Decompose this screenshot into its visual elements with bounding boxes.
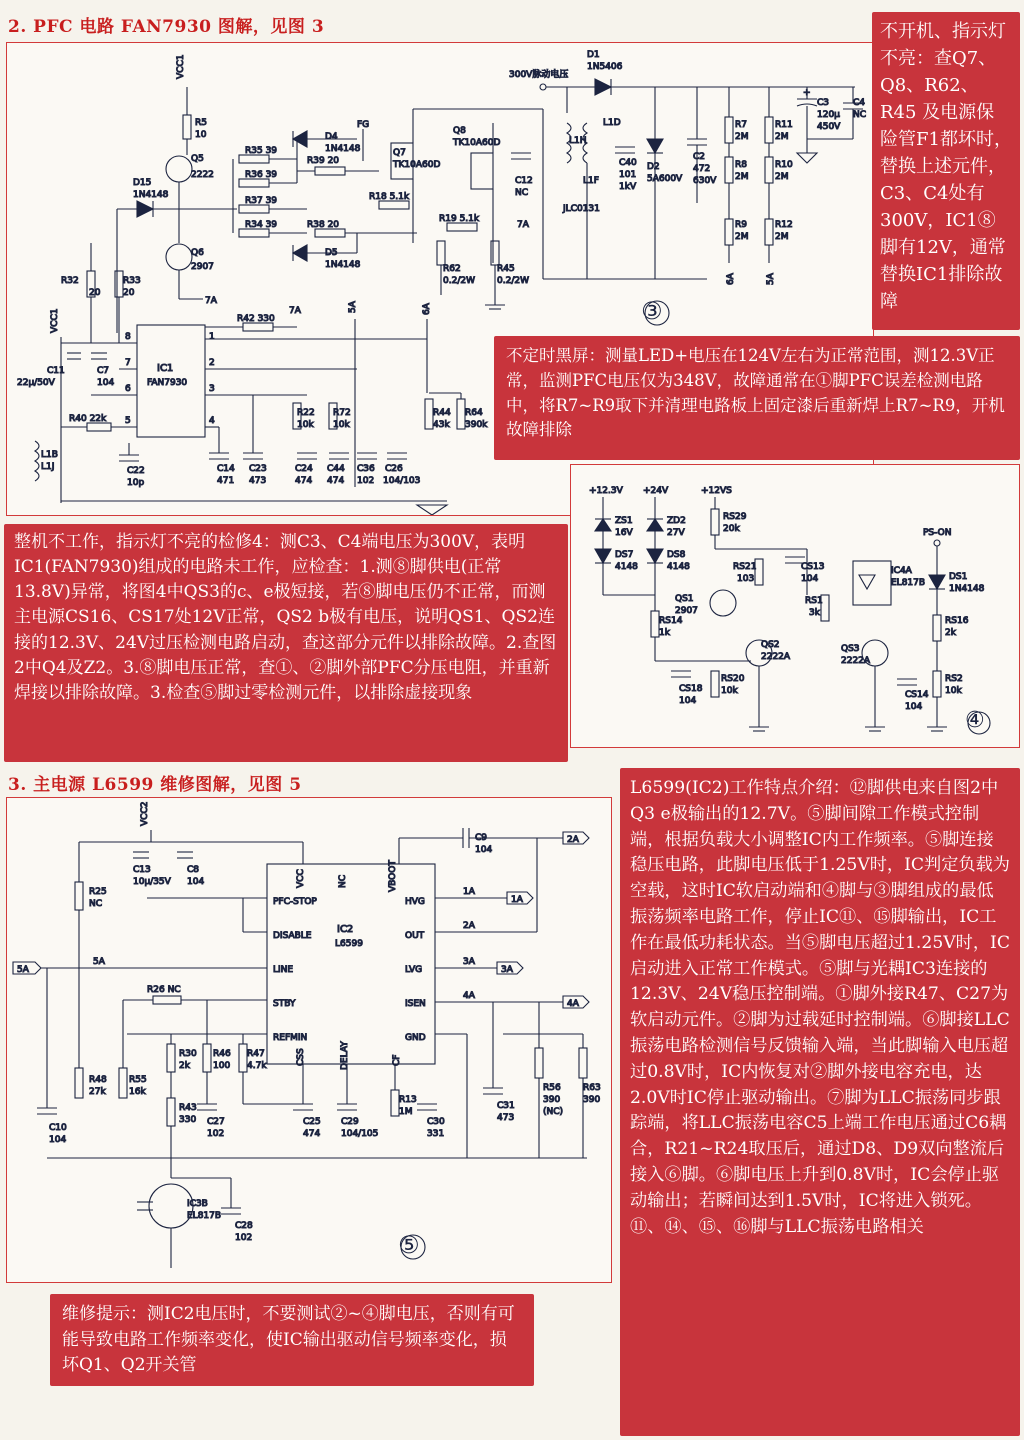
fig3-pin3: 3 bbox=[209, 384, 215, 394]
fig3-c14: C14 bbox=[217, 464, 235, 474]
fig3-r33-value: 20 bbox=[123, 288, 135, 298]
fig3-r32-value: 20 bbox=[89, 288, 101, 298]
fig5-pin-line: LINE bbox=[273, 965, 294, 975]
fig3-c14-value: 471 bbox=[217, 476, 235, 486]
fig3-r22: R22 bbox=[297, 408, 315, 418]
fig4-rs2-value: 10k bbox=[945, 686, 962, 696]
fig3-r45: R45 bbox=[497, 264, 515, 274]
note-no-power-text: 不开机、指示灯不亮：查Q7、Q8、R62、R45 及电源保险管F1都坏时，替换上述元件，C3、C4处有300V，IC1⑧脚有12V，通常替换IC1排除故障 bbox=[880, 21, 1012, 312]
fig5-vcc2: VCC2 bbox=[140, 801, 150, 826]
fig4-zs1: ZS1 bbox=[615, 516, 633, 526]
fig5-c8: C8 bbox=[187, 865, 200, 875]
fig5-c30-value: 331 bbox=[427, 1129, 445, 1139]
fig4-zd2-value: 27V bbox=[667, 528, 685, 538]
fig3-l1j: L1J bbox=[41, 462, 55, 472]
fig3-vcc1-2: VCC1 bbox=[50, 308, 60, 333]
fig4-v12: +12.3V bbox=[589, 486, 623, 496]
fig5-r47-value: 4.7k bbox=[247, 1061, 267, 1071]
fig5-c13-value: 10μ/35V bbox=[133, 877, 171, 887]
fig5-pin-lvg: LVG bbox=[405, 965, 423, 975]
fig3-q5-value: 2222 bbox=[191, 170, 214, 180]
fig5-c27: C27 bbox=[207, 1117, 225, 1127]
fig3-d5-value: 1N4148 bbox=[325, 260, 361, 270]
fig3-r9: R9 bbox=[735, 220, 747, 230]
fig3-c7-value: 104 bbox=[97, 378, 115, 388]
fig3-q6: Q6 bbox=[191, 248, 204, 258]
fig3-c26: C26 bbox=[385, 464, 403, 474]
fig5-pin-css: CSS bbox=[296, 1048, 306, 1066]
fig3-l1f: L1F bbox=[583, 176, 599, 186]
fig5-4a-net: 4A bbox=[463, 991, 475, 1001]
fig5-pin-hvg: HVG bbox=[405, 897, 425, 907]
fig3-c40-value: 101 bbox=[619, 170, 637, 180]
fig5-2a-out: 2A bbox=[567, 835, 579, 845]
fig3-c12: C12 bbox=[515, 176, 533, 186]
fig3-r5: R5 bbox=[195, 118, 207, 128]
fig5-ic2-value: L6599 bbox=[335, 939, 363, 949]
l6599-section-title: 3. 主电源 L6599 维修图解，见图 5 bbox=[8, 775, 302, 795]
fig3-net-7a-1: 7A bbox=[205, 296, 217, 306]
fig4-rs1: RS1 bbox=[805, 596, 823, 606]
fig3-c40-rating: 1kV bbox=[619, 182, 637, 192]
fig3-l1d: L1D bbox=[603, 118, 621, 128]
fig4-ds7: DS7 bbox=[615, 550, 634, 560]
note-repair-4-text: 整机不工作，指示灯不亮的检修4：测C3、C4端电压为300V，表明IC1(FAN7930)组成的电路未工作，应检查：1.测⑧脚供电(正常13.8V)异常，将图4中QS3的c、e极短接，若⑧脚电压仍不正常，而测主电源CS16、CS17处12V正常，QS2 b极有电压，说明QS1、QS2连接的12.3V、24V过压检测电路启动，查这部分元件以排除故障。2.查图2中Q4及Z2。3.⑧脚电压正常，查①、②脚外部PFC分压电阻，并重新焊接以排除故障。3.检查⑤脚过零检测元件，以排除虚接现象 bbox=[14, 532, 557, 703]
fig5-r30: R30 bbox=[179, 1049, 197, 1059]
fig3-r19: R19 5.1k bbox=[439, 214, 480, 224]
fig3-r36: R36 39 bbox=[245, 170, 278, 180]
fig5-c9: C9 bbox=[475, 833, 488, 843]
fig5-pin-gnd: GND bbox=[405, 1033, 426, 1043]
fig5-r47: R47 bbox=[247, 1049, 265, 1059]
fig4-rs21-value: 103 bbox=[737, 574, 755, 584]
fig5-pin-pfc-stop: PFC-STOP bbox=[273, 897, 317, 907]
fig4-cs18-value: 104 bbox=[679, 696, 697, 706]
fig3-q8: Q8 bbox=[453, 126, 466, 136]
fig3-r34: R34 39 bbox=[245, 220, 278, 230]
fig5-pin-nc: NC bbox=[338, 874, 348, 888]
note-repair-tip-text: 维修提示：测IC2电压时，不要测试②~④脚电压，否则有可能导致电路工作频率变化，使IC输出驱动信号频率变化，损坏Q1、Q2开关管 bbox=[62, 1304, 515, 1375]
fig3-c44-value: 474 bbox=[327, 476, 345, 486]
fig3-pin5: 5 bbox=[125, 416, 131, 426]
fig3-c23-value: 473 bbox=[249, 476, 267, 486]
fig5-r63-value: 390 bbox=[583, 1095, 601, 1105]
fig3-c11: C11 bbox=[47, 366, 65, 376]
fig5-r46: R46 bbox=[213, 1049, 231, 1059]
fig5-number-label: ⑤ bbox=[398, 1231, 420, 1259]
fig5-c28: C28 bbox=[235, 1221, 253, 1231]
fig5-3a-net: 3A bbox=[463, 957, 475, 967]
fig3-c11-value: 22μ/50V bbox=[17, 378, 55, 388]
fig3-l1b: L1B bbox=[41, 450, 58, 460]
fig3-r7: R7 bbox=[735, 120, 747, 130]
fig3-r45-value: 0.2/2W bbox=[497, 276, 529, 286]
fig5-1a-out: 1A bbox=[511, 895, 523, 905]
fig4-ds1-value: 1N4148 bbox=[949, 584, 985, 594]
fig5-c29-value: 104/105 bbox=[341, 1129, 379, 1139]
fig3-number-label: ③ bbox=[641, 297, 663, 325]
fig5-pin-vcc: VCC bbox=[296, 869, 306, 888]
fig4-cs13-value: 104 bbox=[801, 574, 819, 584]
fig5-r13-value: 1M bbox=[399, 1107, 413, 1117]
fig5-ic3b-value: EL817B bbox=[187, 1211, 222, 1221]
fig4-ic4a-value: EL817B bbox=[891, 578, 926, 588]
fig5-c10-value: 104 bbox=[49, 1135, 67, 1145]
fig5-pin-out: OUT bbox=[405, 931, 425, 941]
note-black-screen-text: 不定时黑屏：测量LED+电压在124V左右为正常范围，测12.3V正常，监测PFC电压仅为348V，故障通常在①脚PFC误差检测电路中，将R7~R9取下并清理电路板上固定漆后重新焊上R7~R9，开机故障排除 bbox=[506, 346, 1005, 440]
fig3-q6-value: 2907 bbox=[191, 262, 214, 272]
fig3-ic1: IC1 bbox=[157, 363, 174, 374]
fig3-300v-label: 300V脉动电压 bbox=[509, 70, 569, 80]
fig3-d2-value: 5A600V bbox=[647, 174, 683, 184]
fig3-r37: R37 39 bbox=[245, 196, 278, 206]
fig4-v12s: +12VS bbox=[701, 486, 732, 496]
fig3-r62-value: 0.2/2W bbox=[443, 276, 475, 286]
note-repair-4 bbox=[4, 524, 568, 762]
fig5-c25: C25 bbox=[303, 1117, 321, 1127]
fig3-r10-value: 2M bbox=[775, 172, 789, 182]
fig5-r48: R48 bbox=[89, 1075, 107, 1085]
note-l6599-intro-text: L6599(IC2)工作特点介绍：⑫脚供电来自图2中Q3 e极输出的12.7V。⑤脚间隙工作模式控制端，根据负载大小调整IC内工作频率。⑤脚连接稳压电路，此脚电压低于1.25V时，IC判定负载为空载，这时IC软启动端和④脚与③脚组成的最低振荡频率电路工作，停止IC⑪、⑮脚输出，IC工作在最低功耗状态。当⑤脚电压超过1.25V时，IC启动进入正常工作模式。⑤脚与光耦IC3连接的12.3V、24V稳压控制端。①脚外接R47、C27为软启动元件。②脚为过载延时控制端。⑥脚接LLC振荡电路检测信号反馈输入端，当此脚输入电压超过0.8V时，IC内恢复对②脚外接电容充电，达2.0V时IC停止驱动输出。⑦脚为LLC振荡同步跟踪端，将LLC振荡电容C5上端工作电压通过C6耦合，R21~R24取压后，通过D8、D9双向整流后接入⑥脚。⑥脚电压上升到0.8V时，IC会停止驱动输出；若瞬间达到1.5V时，IC将进入锁死。⑪、⑭、⑮、⑯脚与LLC振荡电路相关 bbox=[630, 778, 1010, 1237]
fig4-rs20-value: 10k bbox=[721, 686, 738, 696]
fig3-r44-value: 43k bbox=[433, 420, 450, 430]
fig3-r72: R72 bbox=[333, 408, 351, 418]
fig3-r35: R35 39 bbox=[245, 146, 278, 156]
fig3-pin7: 7 bbox=[125, 358, 131, 368]
fig3-d1-value: 1N5406 bbox=[587, 62, 623, 72]
fig3-c3: C3 bbox=[817, 98, 830, 108]
fig3-q5: Q5 bbox=[191, 154, 204, 164]
fig3-pin1: 1 bbox=[209, 332, 215, 342]
fig5-c13: C13 bbox=[133, 865, 151, 875]
fig5-pin-refmin: REFMIN bbox=[273, 1033, 308, 1043]
fig4-ds8: DS8 bbox=[667, 550, 686, 560]
fig4-schematic bbox=[570, 464, 1020, 748]
fig3-r38: R38 20 bbox=[307, 220, 340, 230]
fig3-c12-value: NC bbox=[515, 188, 529, 198]
fig4-cs14: CS14 bbox=[905, 690, 929, 700]
fig4-ds8-value: 4148 bbox=[667, 562, 690, 572]
fig3-jlc: JLC0131 bbox=[563, 204, 600, 214]
fig3-r11: R11 bbox=[775, 120, 793, 130]
fig4-rs21: RS21 bbox=[733, 562, 757, 572]
fig3-r8-value: 2M bbox=[735, 172, 749, 182]
fig5-pin-delay: DELAY bbox=[340, 1041, 350, 1070]
fig3-r8: R8 bbox=[735, 160, 747, 170]
fig5-pin-vboot: VBOOT bbox=[388, 860, 398, 892]
fig5-c28-value: 102 bbox=[235, 1233, 253, 1243]
fig3-net-6a: 6A bbox=[726, 273, 736, 285]
fig3-r9-value: 2M bbox=[735, 232, 749, 242]
fig4-rs14-value: 1k bbox=[659, 628, 670, 638]
fig4-ds7-value: 4148 bbox=[615, 562, 638, 572]
fig3-vcc1: VCC1 bbox=[176, 54, 186, 79]
fig3-r32: R32 bbox=[61, 276, 79, 286]
fig3-r72-value: 10k bbox=[333, 420, 350, 430]
fig3-r5-value: 10 bbox=[195, 130, 207, 140]
fig3-d2: D2 bbox=[647, 162, 660, 172]
fig3-d4: D4 bbox=[325, 132, 338, 142]
fig3-c4-value: NC bbox=[853, 110, 867, 120]
fig3-c26-value: 104/103 bbox=[383, 476, 421, 486]
fig3-c2-value: 472 bbox=[693, 164, 711, 174]
fig3-l1h: L1H bbox=[569, 136, 587, 146]
fig4-qs1-value: 2907 bbox=[675, 606, 698, 616]
fig5-c30: C30 bbox=[427, 1117, 445, 1127]
pfc-section-title: 2. PFC 电路 FAN7930 图解，见图 3 bbox=[8, 17, 325, 37]
fig5-4a-out: 4A bbox=[567, 999, 579, 1009]
fig3-r40: R40 22k bbox=[69, 414, 107, 424]
fig5-c8-value: 104 bbox=[187, 877, 205, 887]
fig5-r43: R43 bbox=[179, 1103, 197, 1113]
fig4-cs14-value: 104 bbox=[905, 702, 923, 712]
fig3-net-6a-2: 6A bbox=[422, 303, 432, 315]
fig3-r12-value: 2M bbox=[775, 232, 789, 242]
fig3-c23: C23 bbox=[249, 464, 267, 474]
fig5-r56: R56 bbox=[543, 1083, 561, 1093]
fig3-pin2: 2 bbox=[209, 358, 215, 368]
fig5-5a-input: 5A bbox=[17, 965, 29, 975]
fig3-c40: C40 bbox=[619, 158, 637, 168]
fig3-r18: R18 5.1k bbox=[369, 192, 410, 202]
fig5-r25-value: NC bbox=[89, 899, 103, 909]
fig5-r26: R26 NC bbox=[147, 985, 181, 995]
fig3-c24: C24 bbox=[295, 464, 313, 474]
fig3-r39: R39 20 bbox=[307, 156, 340, 166]
fig5-ic3b: IC3B bbox=[187, 1199, 208, 1209]
fig5-c25-value: 474 bbox=[303, 1129, 321, 1139]
fig5-r13: R13 bbox=[399, 1095, 417, 1105]
note-black-screen bbox=[494, 336, 1020, 460]
fig3-q8-value: TK10A60D bbox=[453, 138, 501, 148]
fig4-rs1-value: 3k bbox=[809, 608, 820, 618]
fig3-r11-value: 2M bbox=[775, 132, 789, 142]
fig4-ds1: DS1 bbox=[949, 572, 968, 582]
fig4-qs2: QS2 bbox=[761, 640, 780, 650]
fig4-qs1: QS1 bbox=[675, 594, 694, 604]
fig3-pin6: 6 bbox=[125, 384, 131, 394]
fig4-qs3: QS3 bbox=[841, 644, 860, 654]
fig4-rs16: RS16 bbox=[945, 616, 969, 626]
fig4-zd2: ZD2 bbox=[667, 516, 686, 526]
fig4-cs13: CS13 bbox=[801, 562, 825, 572]
fig4-ic4a: IC4A bbox=[891, 566, 912, 576]
fig5-r63: R63 bbox=[583, 1083, 601, 1093]
fig5-r55: R55 bbox=[129, 1075, 147, 1085]
fig5-pin-stby: STBY bbox=[273, 999, 296, 1009]
fig3-q7: Q7 bbox=[393, 148, 406, 158]
fig3-c22: C22 bbox=[127, 466, 145, 476]
fig3-d15: D15 bbox=[133, 178, 152, 188]
fig3-c3-plus: + bbox=[803, 88, 811, 98]
note-repair-tip bbox=[50, 1294, 534, 1386]
fig3-ic1-value: FAN7930 bbox=[147, 378, 188, 388]
fig4-rs14: RS14 bbox=[659, 616, 683, 626]
fig3-pin4: 4 bbox=[209, 416, 215, 426]
note-no-power bbox=[872, 12, 1020, 330]
fig5-c31: C31 bbox=[497, 1101, 515, 1111]
fig5-r25: R25 bbox=[89, 887, 107, 897]
fig3-c36-value: 102 bbox=[357, 476, 375, 486]
fig3-r44: R44 bbox=[433, 408, 451, 418]
fig5-2a-net: 2A bbox=[463, 921, 475, 931]
fig4-rs2: RS2 bbox=[945, 674, 963, 684]
fig3-r64-value: 390k bbox=[465, 420, 488, 430]
fig3-r7-value: 2M bbox=[735, 132, 749, 142]
fig3-net-7a-2: 7A bbox=[517, 220, 529, 230]
fig3-c2-rating: 630V bbox=[693, 176, 717, 186]
fig4-v24: +24V bbox=[643, 486, 669, 496]
fig5-c31-value: 473 bbox=[497, 1113, 515, 1123]
fig4-number-label: ④ bbox=[965, 708, 985, 733]
fig3-pin8: 8 bbox=[125, 332, 131, 342]
fig3-c2: C2 bbox=[693, 152, 706, 162]
fig5-r56-value: 390 bbox=[543, 1095, 561, 1105]
fig3-r33: R33 bbox=[123, 276, 141, 286]
fig3-c3-rating: 450V bbox=[817, 122, 841, 132]
fig5-schematic bbox=[6, 797, 612, 1283]
fig3-c24-value: 474 bbox=[295, 476, 313, 486]
fig5-5a-net: 5A bbox=[93, 957, 105, 967]
fig4-ps-on: PS-ON bbox=[923, 528, 952, 538]
fig5-c29: C29 bbox=[341, 1117, 359, 1127]
fig5-c10: C10 bbox=[49, 1123, 67, 1133]
fig5-ic2: IC2 bbox=[337, 924, 354, 935]
fig4-rs29-value: 20k bbox=[723, 524, 740, 534]
fig3-r64: R64 bbox=[465, 408, 483, 418]
fig5-r48-value: 27k bbox=[89, 1087, 106, 1097]
fig5-pin-disable: DISABLE bbox=[273, 931, 312, 941]
fig4-zs1-value: 16V bbox=[615, 528, 633, 538]
fig3-c22-value: 10p bbox=[127, 478, 145, 488]
fig4-rs20: RS20 bbox=[721, 674, 745, 684]
fig3-r12: R12 bbox=[775, 220, 793, 230]
fig3-q7-value: TK10A60D bbox=[393, 160, 441, 170]
fig3-r22-value: 10k bbox=[297, 420, 314, 430]
fig3-net-7a-3: 7A bbox=[289, 306, 301, 316]
fig5-r43-value: 330 bbox=[179, 1115, 197, 1125]
fig3-c7: C7 bbox=[97, 366, 110, 376]
fig3-r42: R42 330 bbox=[237, 314, 275, 324]
fig5-c27-value: 102 bbox=[207, 1129, 225, 1139]
fig4-qs2-value: 2222A bbox=[761, 652, 791, 662]
fig3-d5: D5 bbox=[325, 248, 338, 258]
fig3-c44: C44 bbox=[327, 464, 345, 474]
fig4-rs16-value: 2k bbox=[945, 628, 956, 638]
fig3-d15-value: 1N4148 bbox=[133, 190, 169, 200]
fig3-d4-value: 1N4148 bbox=[325, 144, 361, 154]
fig4-qs3-value: 2222A bbox=[841, 656, 871, 666]
fig3-c36: C36 bbox=[357, 464, 375, 474]
fig5-1a-net: 1A bbox=[463, 887, 475, 897]
fig3-net-5a-2: 5A bbox=[348, 301, 358, 313]
fig4-cs18: CS18 bbox=[679, 684, 703, 694]
fig4-rs29: RS29 bbox=[723, 512, 747, 522]
fig3-fg: FG bbox=[357, 120, 370, 130]
fig3-net-5a: 5A bbox=[766, 273, 776, 285]
fig5-r55-value: 16k bbox=[129, 1087, 146, 1097]
fig5-c9-value: 104 bbox=[475, 845, 493, 855]
fig3-c3-value: 120μ bbox=[817, 110, 840, 120]
fig5-r56-nc: (NC) bbox=[543, 1107, 564, 1117]
fig5-r46-value: 100 bbox=[213, 1061, 231, 1071]
fig3-c4: C4 bbox=[853, 98, 866, 108]
fig5-pin-isen: ISEN bbox=[405, 999, 426, 1009]
note-l6599-intro bbox=[620, 768, 1020, 1436]
fig5-r30-value: 2k bbox=[179, 1061, 190, 1071]
fig3-r10: R10 bbox=[775, 160, 793, 170]
fig5-3a-out: 3A bbox=[501, 965, 513, 975]
fig5-pin-cf: CF bbox=[392, 1054, 402, 1066]
fig3-d1: D1 bbox=[587, 50, 600, 60]
fig3-r62: R62 bbox=[443, 264, 461, 274]
